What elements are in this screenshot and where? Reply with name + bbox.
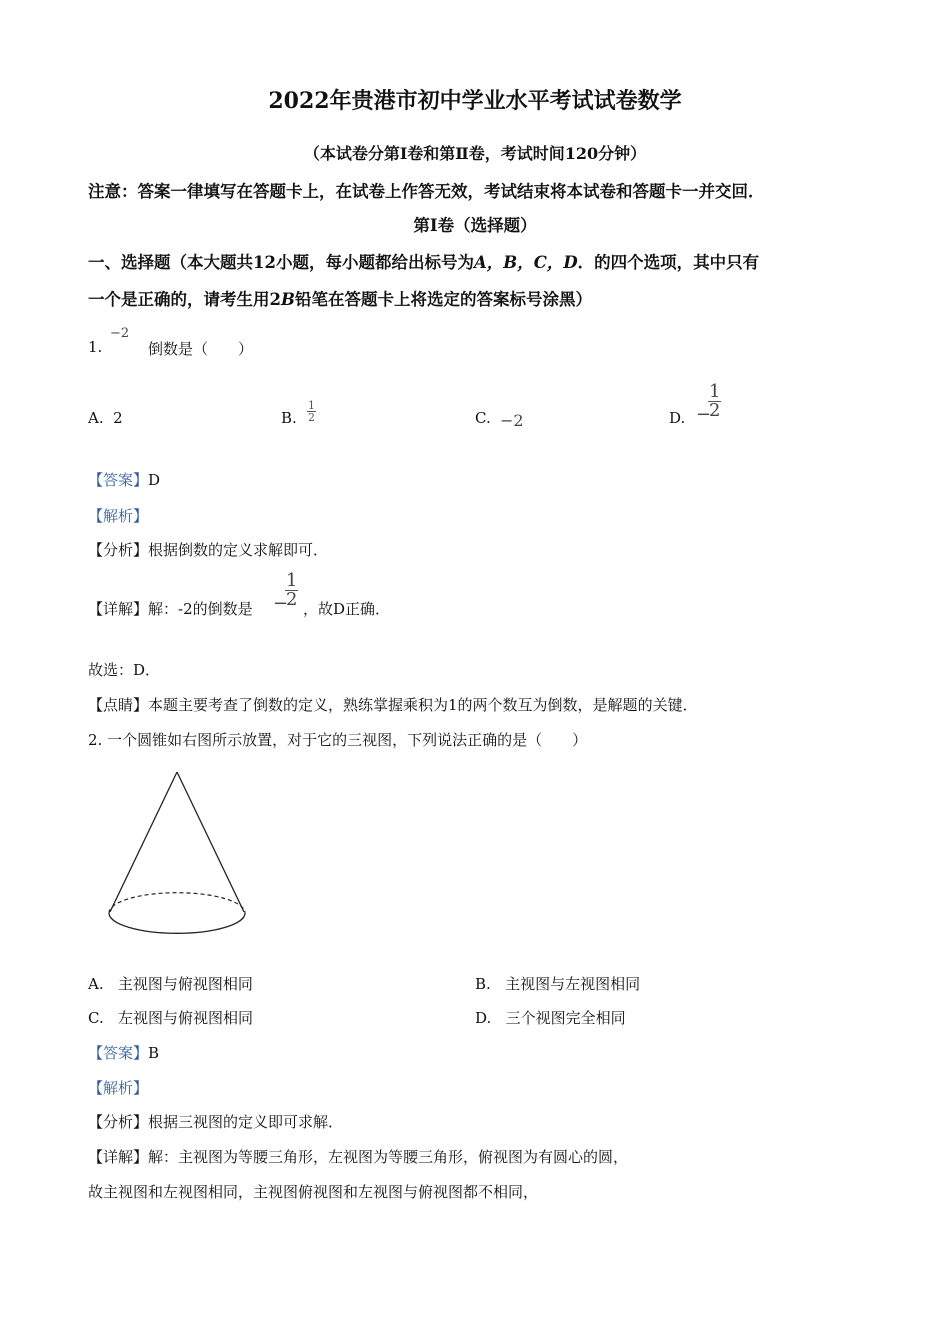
dianjing-text: 本题主要考查了倒数的定义，熟练掌握乘积为1的两个数互为倒数，是解题的关键．: [148, 696, 698, 714]
q1-option-c-value: −2: [500, 411, 524, 430]
q2-fenxi: [88, 1111, 343, 1132]
q2-number: 2.: [88, 731, 103, 749]
fraction-denominator: 2: [709, 400, 721, 421]
q1-answer: [88, 469, 160, 490]
option-text: 三个视图完全相同: [505, 1009, 626, 1027]
q1-option-d-fraction: [708, 383, 721, 420]
q2-stem-text: 一个圆锥如右图所示放置，对于它的三视图，下列说法正确的是（ ）: [107, 731, 588, 749]
option-label: A.: [88, 409, 104, 427]
q1-option-b-fraction: [307, 400, 316, 423]
cone-base-hidden-arc: [109, 893, 245, 913]
q2-detail-2: 故主视图和左视图相同，主视图俯视图和左视图与俯视图都不相同，: [88, 1183, 539, 1201]
notice: 注意：答案一律填写在答题卡上，在试卷上作答无效，考试结束将本试卷和答题卡一并交回．: [88, 182, 765, 201]
part1-line2-a: 一个是正确的，请考生用2: [88, 290, 281, 309]
q2-option-d: [475, 1007, 626, 1028]
q1-analysis-tag: 【解析】: [88, 507, 149, 525]
q1-detail-a: [88, 598, 253, 619]
q1-detail-sign: −: [273, 593, 289, 614]
option-value: 2: [113, 409, 123, 427]
section-title: 第Ⅰ卷（选择题）: [413, 216, 537, 235]
answer-tag: 【答案】: [88, 471, 149, 489]
part1-line1-b: ．的四个选项，其中只有: [577, 253, 760, 272]
fenxi-tag: 【分析】: [88, 1113, 149, 1131]
part1-instructions-line2: [88, 286, 592, 310]
fenxi-text: 根据倒数的定义求解即可．: [148, 541, 329, 559]
q2-answer: [88, 1042, 159, 1063]
cone-figure: [100, 760, 260, 955]
q1-detail-fraction: [285, 572, 298, 609]
detail-text: 解：主视图为等腰三角形，左视图为等腰三角形，俯视图为有圆心的圆，: [148, 1148, 629, 1166]
option-text: 主视图与左视图相同: [505, 975, 641, 993]
q2-option-c: [88, 1007, 253, 1028]
part1-instructions-line1: [88, 249, 759, 273]
cone-left-edge: [110, 772, 177, 912]
option-text: 左视图与俯视图相同: [118, 1009, 254, 1027]
q2-option-a: [88, 973, 253, 994]
dianjing-tag: 【点睛】: [88, 696, 149, 714]
fraction-denominator: 2: [308, 411, 315, 424]
q1-dianjing: [88, 694, 698, 715]
q1-option-c-label: C.: [475, 409, 491, 427]
fraction-numerator: 1: [286, 570, 298, 591]
answer-value: D: [148, 471, 161, 489]
detail-tag: 【详解】: [88, 1148, 149, 1166]
exam-subtitle: （本试卷分第Ⅰ卷和第Ⅱ卷，考试时间120分钟）: [303, 144, 647, 163]
q1-choose: 故选：D．: [88, 661, 161, 679]
q1-detail-b: ，故D正确．: [303, 600, 391, 618]
q1-stem: 倒数是（ ）: [148, 340, 254, 358]
option-label: C.: [88, 1009, 104, 1027]
detail-text: 解：-2的倒数是: [148, 600, 253, 618]
answer-tag: 【答案】: [88, 1044, 149, 1062]
answer-value: B: [148, 1044, 160, 1062]
part1-line2-b: B: [280, 290, 295, 309]
q2-detail: [88, 1146, 628, 1167]
q1-number: 1.: [88, 338, 103, 356]
option-label: A.: [88, 975, 104, 993]
cone-base-visible-arc: [109, 913, 245, 933]
page-title: 2022年贵港市初中学业水平考试试卷数学: [268, 88, 682, 114]
q2-option-b: [475, 973, 640, 994]
q2-analysis-tag: 【解析】: [88, 1079, 149, 1097]
q1-option-a: [88, 409, 123, 427]
q1-fenxi: [88, 539, 328, 560]
part1-line2-c: 铅笔在答题卡上将选定的答案标号涂黑）: [294, 290, 592, 309]
cone-right-edge: [177, 772, 244, 912]
part1-line1-a: 一、选择题（本大题共12小题，每小题都给出标号为: [88, 253, 474, 272]
fraction-numerator: 1: [709, 381, 721, 402]
part1-letters: A，B，C，D: [473, 253, 578, 272]
q2-stem: [88, 729, 587, 750]
detail-tag: 【详解】: [88, 600, 149, 618]
fenxi-tag: 【分析】: [88, 541, 149, 559]
q1-option-d-label: D.: [669, 409, 686, 427]
q1-option-b-label: B.: [281, 409, 297, 427]
fenxi-text: 根据三视图的定义即可求解．: [148, 1113, 344, 1131]
option-label: B.: [475, 975, 491, 993]
q1-option-d-sign: −: [696, 404, 712, 425]
fraction-denominator: 2: [286, 589, 298, 610]
fraction-numerator: 1: [308, 399, 315, 412]
option-text: 主视图与俯视图相同: [117, 975, 253, 993]
option-label: D.: [475, 1009, 492, 1027]
q1-expression: −2: [110, 326, 130, 341]
